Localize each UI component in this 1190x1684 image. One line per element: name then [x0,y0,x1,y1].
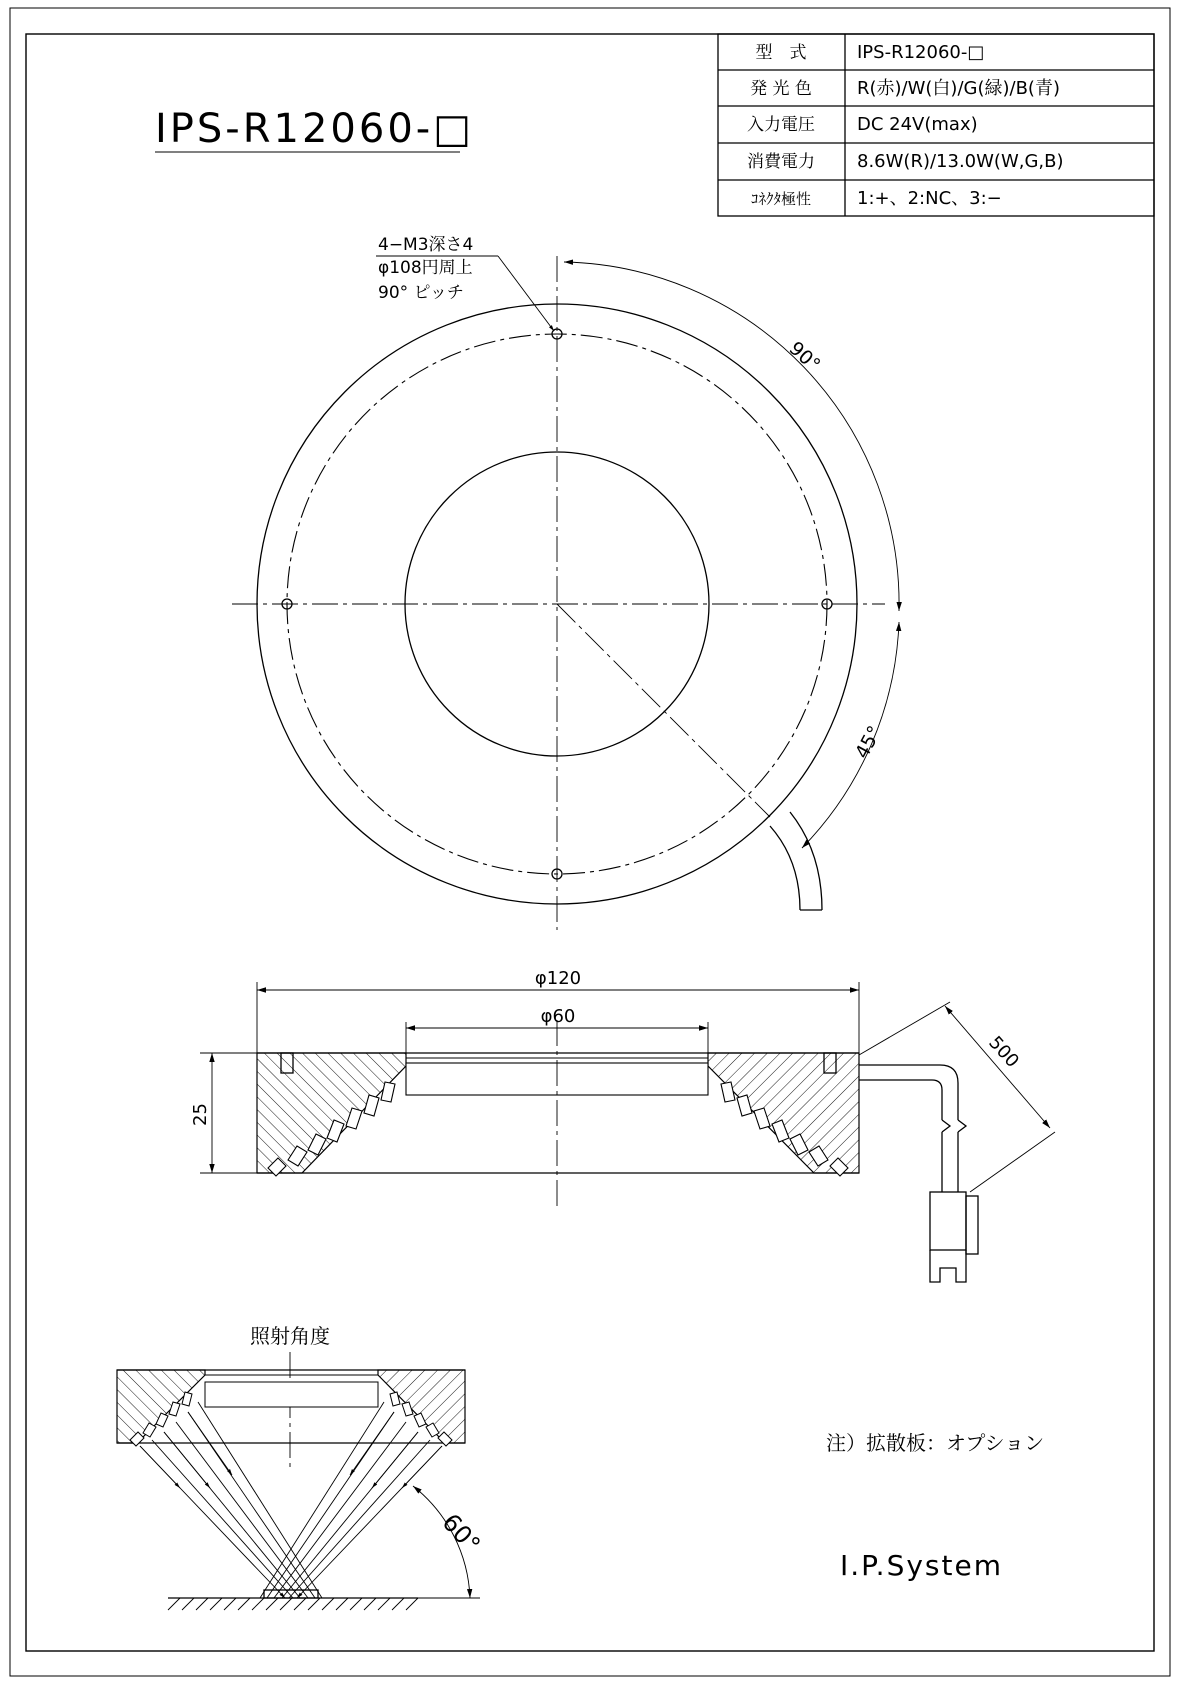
dim-arc-90 [564,262,899,611]
spec-label-polarity: ｺﾈｸﾀ極性 [750,190,812,208]
spec-label-model: 型 式 [755,43,807,63]
hole-note-line3: 90° ピッチ [378,283,464,303]
spec-value-model: IPS-R12060-□ [857,42,985,63]
spec-value-power: 8.6W(R)/13.0W(W,G,B) [857,151,1064,172]
hole-note [376,235,554,331]
dim-angle-90: 90° [784,337,825,377]
spec-value-polarity: 1:+、2:NC、3:− [857,188,1002,209]
connector-icon [930,1192,978,1282]
dim-inner-diameter: φ60 [540,1006,576,1027]
diffuser-note: 注）拡散板：オプション [826,1431,1045,1455]
inner-border [26,34,1154,1651]
company-name: I.P.System [840,1549,1003,1582]
dim-angle-45: 45° [850,722,887,763]
angle-body-right [378,1370,465,1443]
spec-label-color: 発 光 色 [750,79,812,99]
side-cable [859,1065,958,1120]
dim-height: 25 [190,1103,211,1126]
title-block [155,106,474,152]
drawing-title: IPS-R12060-□ [155,106,475,152]
spec-label-power: 消費電力 [747,152,815,172]
angle-view-heading: 照射角度 [250,1324,330,1348]
center-line-diag [557,604,770,817]
spec-label-voltage: 入力電圧 [747,115,815,135]
cable-exit [770,812,822,910]
angle-view [117,1324,486,1610]
outer-border [10,8,1170,1676]
side-body-left [257,1053,406,1173]
spec-value-color: R(赤)/W(白)/G(緑)/B(青) [857,78,1060,99]
top-view [232,235,899,930]
angle-body-left [117,1370,205,1443]
spec-table [718,34,1154,216]
hole-note-line2: φ108円周上 [378,258,473,278]
dim-outer-diameter: φ120 [534,968,582,989]
light-rays [140,1402,442,1598]
hole-note-line1: 4−M3深さ4 [378,235,474,255]
dim-cable-length: 500 [984,1032,1023,1072]
dim-angle-60: 60° [436,1508,486,1559]
side-view [190,968,1055,1282]
spec-value-voltage: DC 24V(max) [857,114,978,135]
